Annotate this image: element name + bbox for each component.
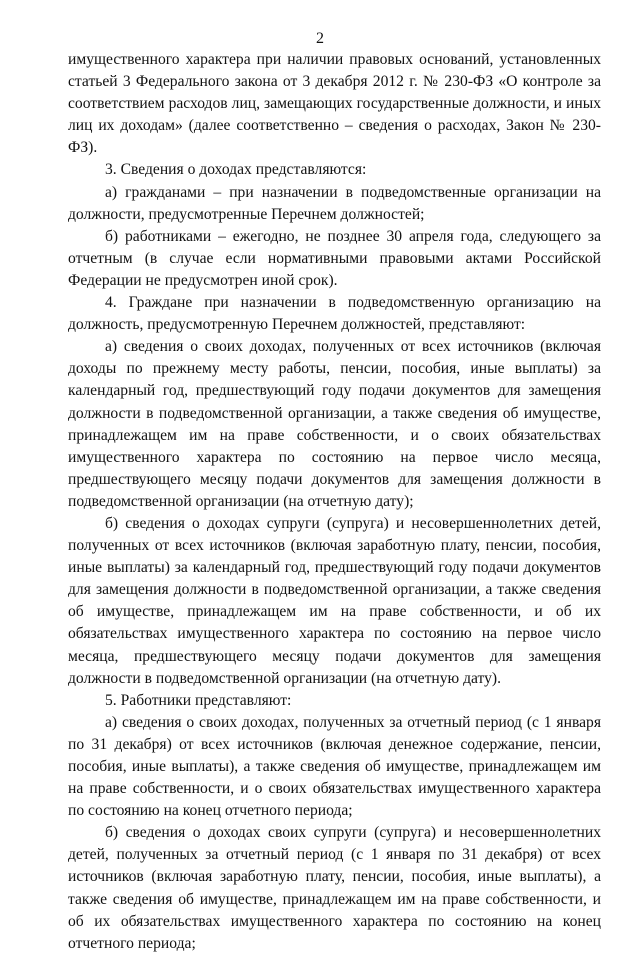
- paragraph-item-5a: а) сведения о своих доходах, полученных за отчетный период (с 1 января по 31 декабря) от всех источников (включая денежное содержание, пенсии, пособия, иные выплаты), а также сведения об имуществе, принадлежащем им на праве собственности, и о своих обязательствах имущественного характера по состоянию на конец отчетного периода;: [68, 713, 601, 820]
- page-number: 2: [316, 30, 324, 47]
- paragraph-item-5: 5. Работники представляют:: [105, 691, 292, 709]
- paragraph-item-3: 3. Сведения о доходах представляются:: [105, 161, 367, 179]
- paragraph-item-4b: б) сведения о доходах супруги (супруга) и несовершеннолетних детей, полученных от всех источников (включая заработную плату, пенсии, пособия, иные выплаты) за календарный год, предшествующий году подачи документов для замещения должности в подведомственной организации, а также сведения об имуществе, принадлежащем им на праве собственности, и об их обязательствах имущественного характера по состоянию на первое число месяца, предшествующего месяцу подачи документов для замещения должности в подведомственной организации (на отчетную дату).: [68, 514, 601, 687]
- paragraph-item-4a: а) сведения о своих доходах, полученных от всех источников (включая доходы по прежнему месту работы, пенсии, пособия, иные выплаты) за календарный год, предшествующий году подачи документов для замещения должности в подведомственной организации, а также сведения об имуществе, принадлежащем им на праве собственности, и о своих обязательствах имущественного характера по состоянию на первое число месяца, предшествующего месяцу подачи документов для замещения должности в подведомственной организации (на отчетную дату);: [68, 338, 601, 510]
- paragraph-continuation: имущественного характера при наличии правовых оснований, установленных статьей 3 Федерального закона от 3 декабря 2012 г. № 230-ФЗ «О контроле за соответствием расходов лиц, замещающих государственные должности, и иных лиц их доходам» (далее соответственно – сведения о расходах, Закон № 230-ФЗ).: [68, 51, 601, 157]
- paragraph-item-5b: б) сведения о доходах своих супруги (супруга) и несовершеннолетних детей, полученных за отчетный период (с 1 января по 31 декабря) от всех источников (включая заработную плату, пенсии, пособия, иные выплаты), а также сведения об имуществе, принадлежащем им на праве собственности, и об их обязательствах имущественного характера по состоянию на конец отчетного периода;: [68, 824, 601, 952]
- paragraph-item-3a: а) гражданами – при назначении в подведомственные организации на должности, предусмотренные Перечнем должностей;: [68, 183, 601, 223]
- paragraph-item-3b: б) работниками – ежегодно, не позднее 30 апреля года, следующего за отчетным (в случае если нормативными правовыми актами Российской Федерации не предусмотрен иной срок).: [68, 227, 601, 289]
- paragraph-item-4: 4. Граждане при назначении в подведомственную организацию на должность, предусмотренную Перечнем должностей, представляют:: [68, 294, 601, 334]
- document-body: [68, 49, 601, 955]
